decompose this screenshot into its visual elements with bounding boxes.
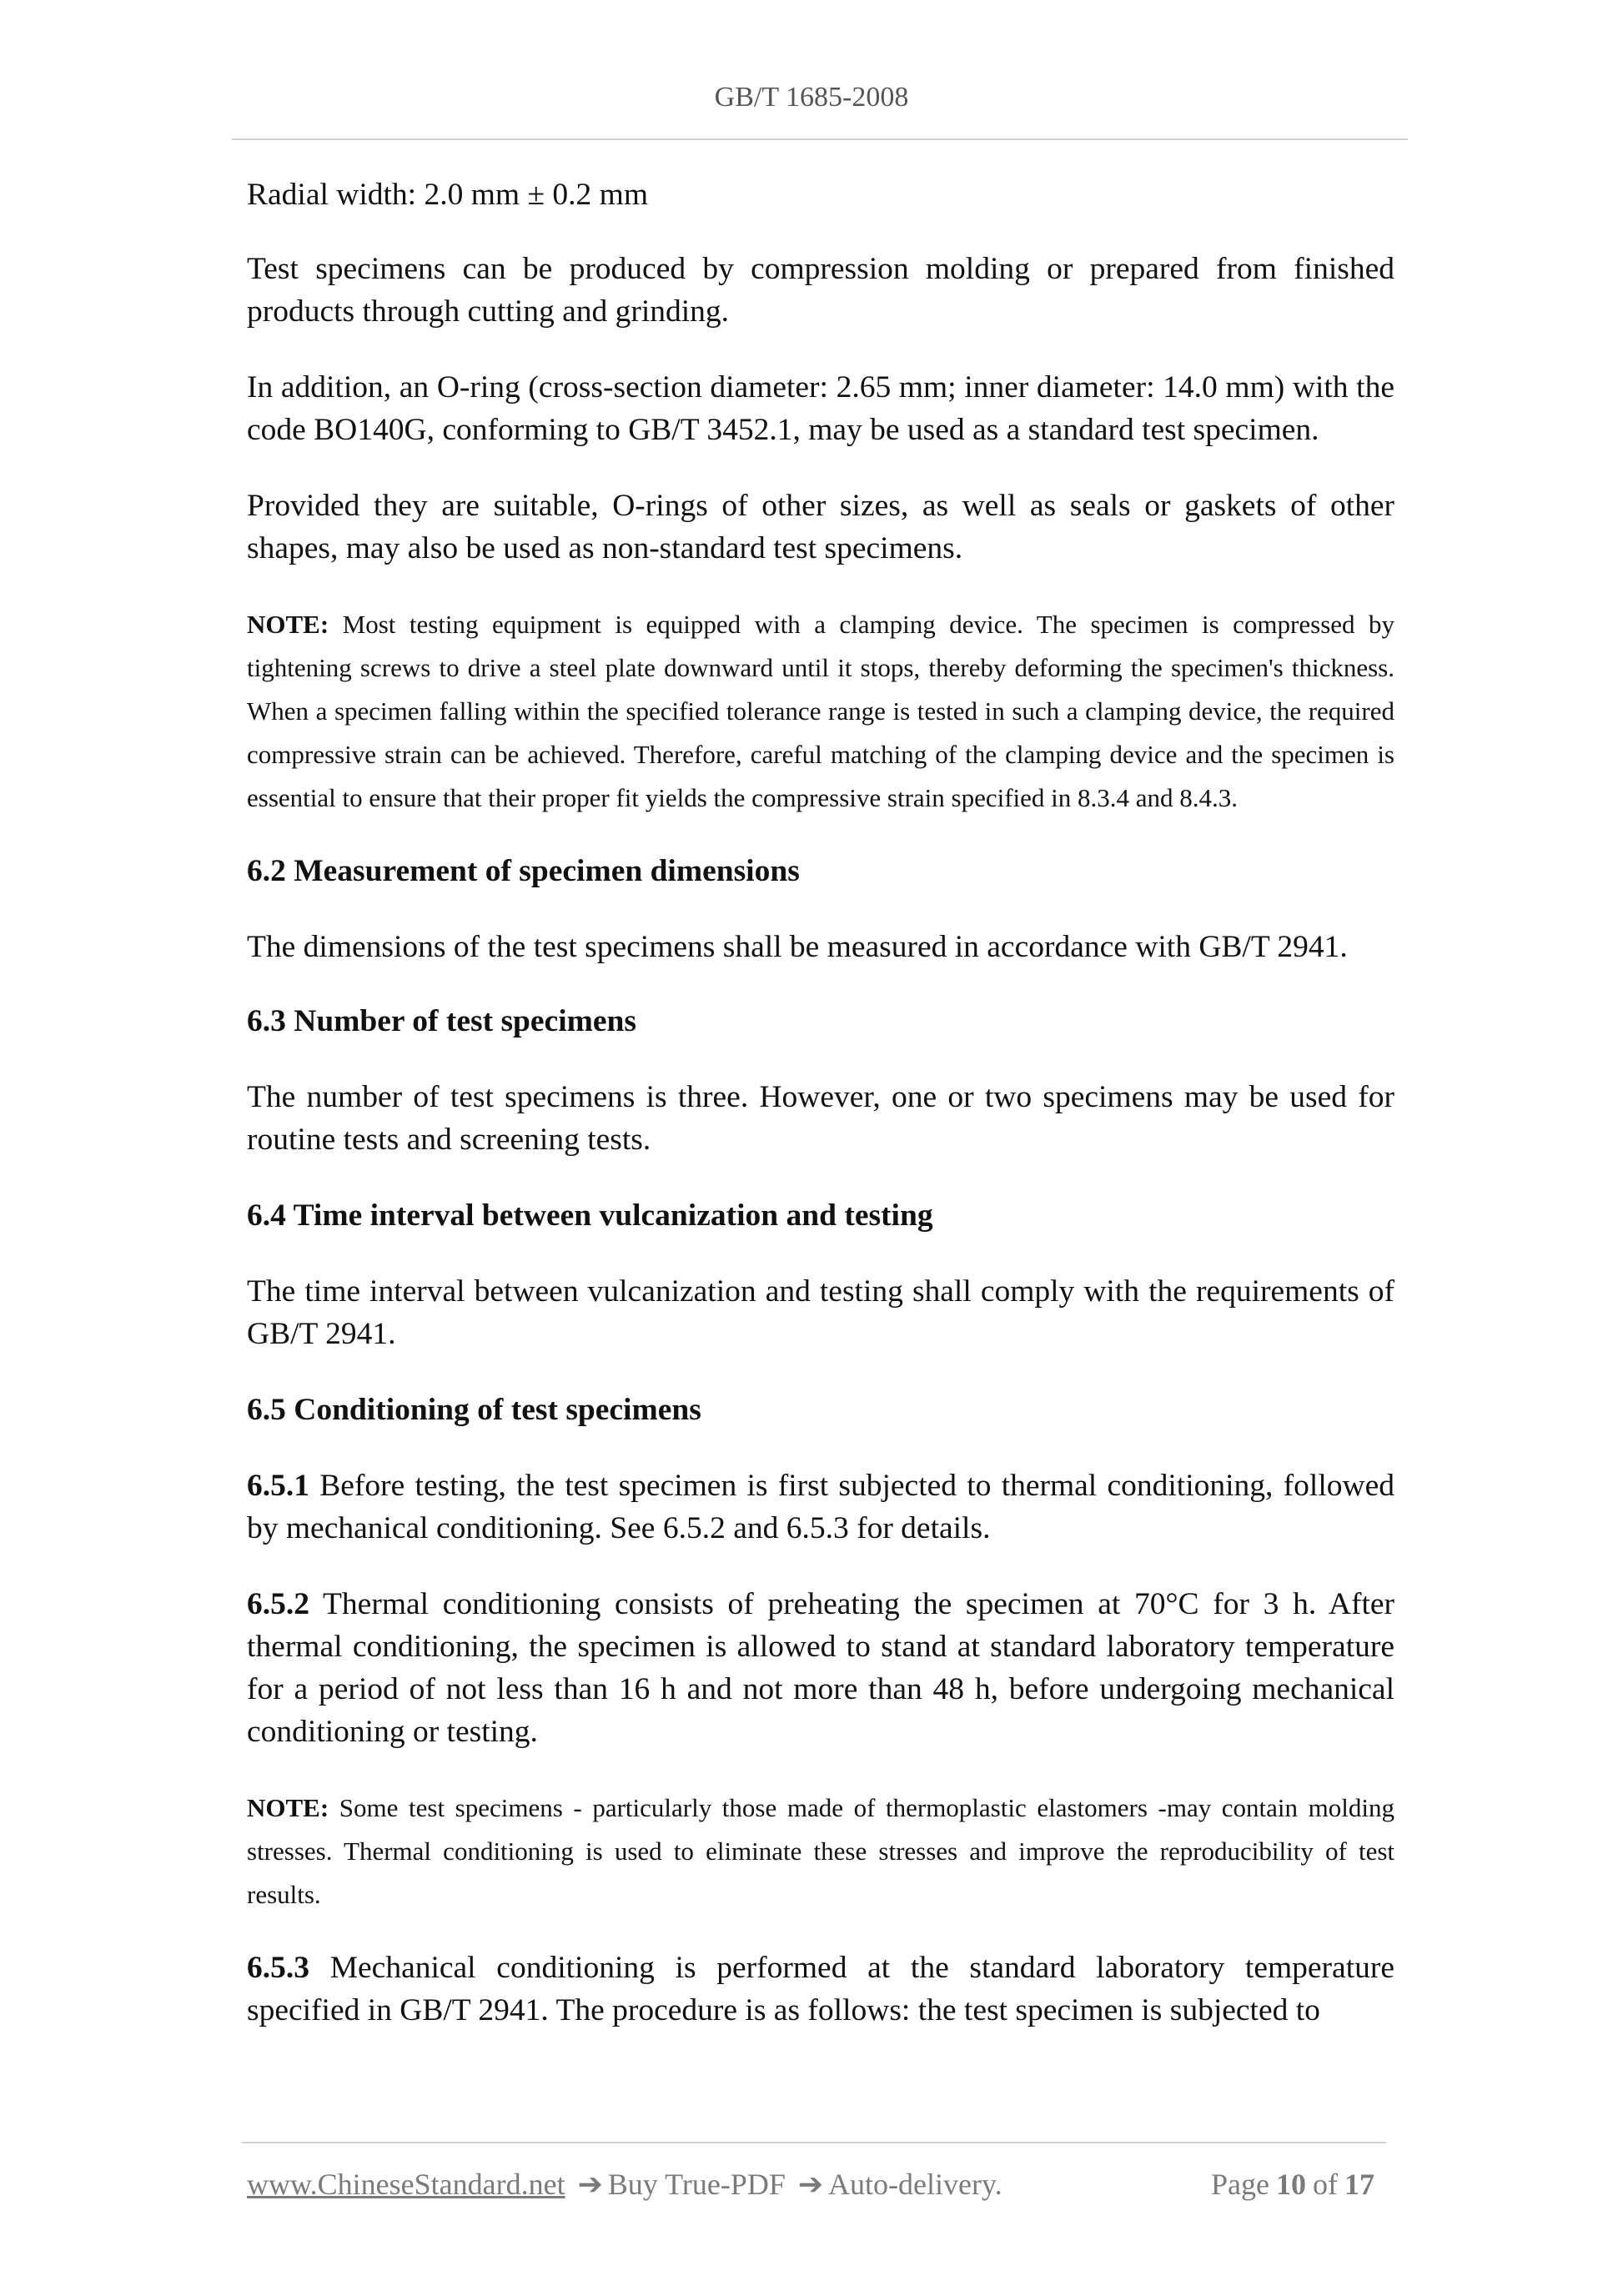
paragraph-6-2: The dimensions of the test specimens shall be measured in accordance with GB/T 2941.: [247, 930, 1348, 964]
note-text: Most testing equipment is equipped with a clamping device. The specimen is compressed by tightening screws to drive a steel plate downward until it stops, thereby deforming the specimen's thickness. When a specimen falling within the specified tolerance range is tested in such a clamping device, the required compressive strain can be achieved. Therefore, careful matching of the clamping device and the specimen is essential to ensure that their proper fit yields the compressive strain specified in 8.3.4 and 8.4.3.: [247, 610, 1394, 812]
total-pages: 17: [1344, 2168, 1374, 2201]
current-page: 10: [1276, 2168, 1306, 2201]
production-paragraph: Test specimens can be produced by compression molding or prepared from finished products through cutting and grinding.: [247, 252, 1394, 329]
footer-promo: [247, 2167, 1002, 2202]
clause-6-5-1: [247, 1465, 1394, 1550]
page-number: [1211, 2167, 1381, 2202]
page-body: [247, 173, 1394, 2065]
clause-6-5-3: [247, 1947, 1394, 2032]
arrow-right-icon: ➔: [577, 2168, 603, 2201]
paragraph-6-3: The number of test specimens is three. However, one or two specimens may be used for routine tests and screening tests.: [247, 1080, 1394, 1157]
website-link[interactable]: www.ChineseStandard.net: [247, 2168, 565, 2201]
heading-6-3: 6.3 Number of test specimens: [247, 1004, 636, 1038]
note-clamping: [247, 603, 1394, 820]
of-word: of: [1313, 2168, 1338, 2201]
heading-6-2: 6.2 Measurement of specimen dimensions: [247, 854, 800, 888]
running-header: GB/T 1685-2008: [714, 82, 909, 113]
paragraph-6-4: The time interval between vulcanization and testing shall comply with the requirements of GB/T 2941.: [247, 1274, 1394, 1351]
heading-6-4: 6.4 Time interval between vulcanization and testing: [247, 1198, 933, 1233]
buy-text: Buy True-PDF: [607, 2168, 786, 2201]
note-label: NOTE:: [247, 1793, 329, 1822]
clause-number: 6.5.1: [247, 1469, 309, 1503]
other-sizes-paragraph: Provided they are suitable, O-rings of other sizes, as well as seals or gaskets of other shapes, may also be used as non-standard test specimens.: [247, 489, 1394, 565]
note-molding-stresses: [247, 1786, 1394, 1917]
footer-rule: [242, 2142, 1386, 2143]
heading-6-5: 6.5 Conditioning of test specimens: [247, 1393, 701, 1427]
note-label: NOTE:: [247, 610, 329, 639]
clause-text: Mechanical conditioning is performed at the standard laboratory temperature specified in GB/T 2941. The procedure is as follows: the test specimen is subjected to: [247, 1951, 1394, 2027]
clause-6-5-2: [247, 1583, 1394, 1753]
page-word: Page: [1211, 2168, 1269, 2201]
note-text: Some test specimens - particularly those made of thermoplastic elastomers -may contain molding stresses. Thermal conditioning is used to eliminate these stresses and improve the reproducibility of test results.: [247, 1793, 1394, 1909]
clause-text: Before testing, the test specimen is first subjected to thermal conditioning, followed by mechanical conditioning. See 6.5.2 and 6.5.3 for details.: [247, 1469, 1394, 1545]
arrow-right-icon: ➔: [797, 2168, 824, 2201]
delivery-text: Auto-delivery.: [828, 2168, 1002, 2201]
header-rule: [232, 138, 1408, 140]
clause-text: Thermal conditioning consists of preheating the specimen at 70°C for 3 h. After thermal conditioning, the specimen is allowed to stand at standard laboratory temperature for a period of not less than 16 h and not more than 48 h, before undergoing mechanical conditioning or testing.: [247, 1587, 1394, 1749]
page-footer: [247, 2167, 1381, 2202]
clause-number: 6.5.2: [247, 1587, 309, 1621]
radial-width-paragraph: Radial width: 2.0 mm ± 0.2 mm: [247, 178, 648, 212]
oring-paragraph: In addition, an O-ring (cross-section diameter: 2.65 mm; inner diameter: 14.0 mm) with the code BO140G, conforming to GB/T 3452.1, may be used as a standard test specimen.: [247, 370, 1394, 447]
clause-number: 6.5.3: [247, 1951, 309, 1985]
